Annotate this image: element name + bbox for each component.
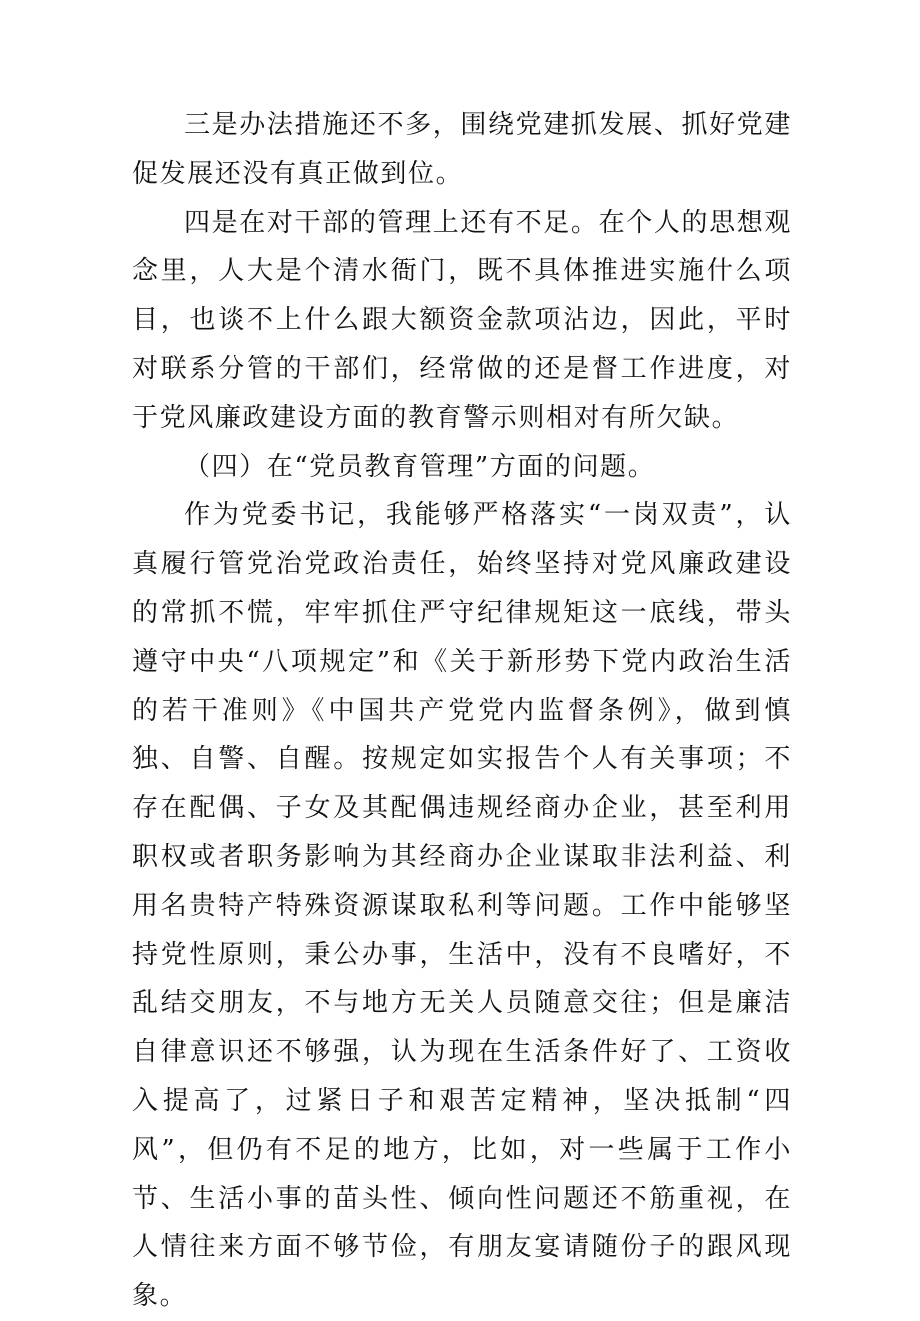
paragraph-point-four: 四是在对干部的管理上还有不足。在个人的思想观念里，人大是个清水衙门，既不具体推进实施什么项目，也谈不上什么跟大额资金款项沾边，因此，平时对联系分管的干部们，经常做的还是督工作进度，对于党风廉政建设方面的教育警示则相对有所欠缺。 [132,207,792,433]
section-heading-four: （四）在“党员教育管理”方面的问题。 [184,451,656,482]
paragraph-party-member-education: 作为党委书记，我能够严格落实“一岗双责”，认真履行管党治党政治责任，始终坚持对党风廉政建设的常抓不慌，牢牢抓住严守纪律规矩这一底线，带头遵守中央“八项规定”和《关于新形势下党内政治生活的若干准则》《中国共产党党内监督条例》，做到慎独、自警、自醒。按规定如实报告个人有关事项；不存在配偶、子女及其配偶违规经商办企业，甚至利用职权或者职务影响为其经商办企业谋取非法利益、利用名贵特产特殊资源谋取私利等问题。工作中能够坚持党性原则，秉公办事，生活中，没有不良嗜好，不乱结交朋友，不与地方无关人员随意交往；但是廉洁自律意识还不够强，认为现在生活条件好了、工资收入提高了，过紧日子和艰苦定精神，坚决抵制“四风”，但仍有不足的地方，比如，对一些属于工作小节、生活小事的苗头性、倾向性问题还不筋重视，在人情往来方面不够节俭，有朋友宴请随份子的跟风现象。 [132,500,792,1312]
document-body [132,101,792,1321]
paragraph-point-three: 三是办法措施还不多，围绕党建抓发展、抓好党建促发展还没有真正做到位。 [132,110,792,189]
